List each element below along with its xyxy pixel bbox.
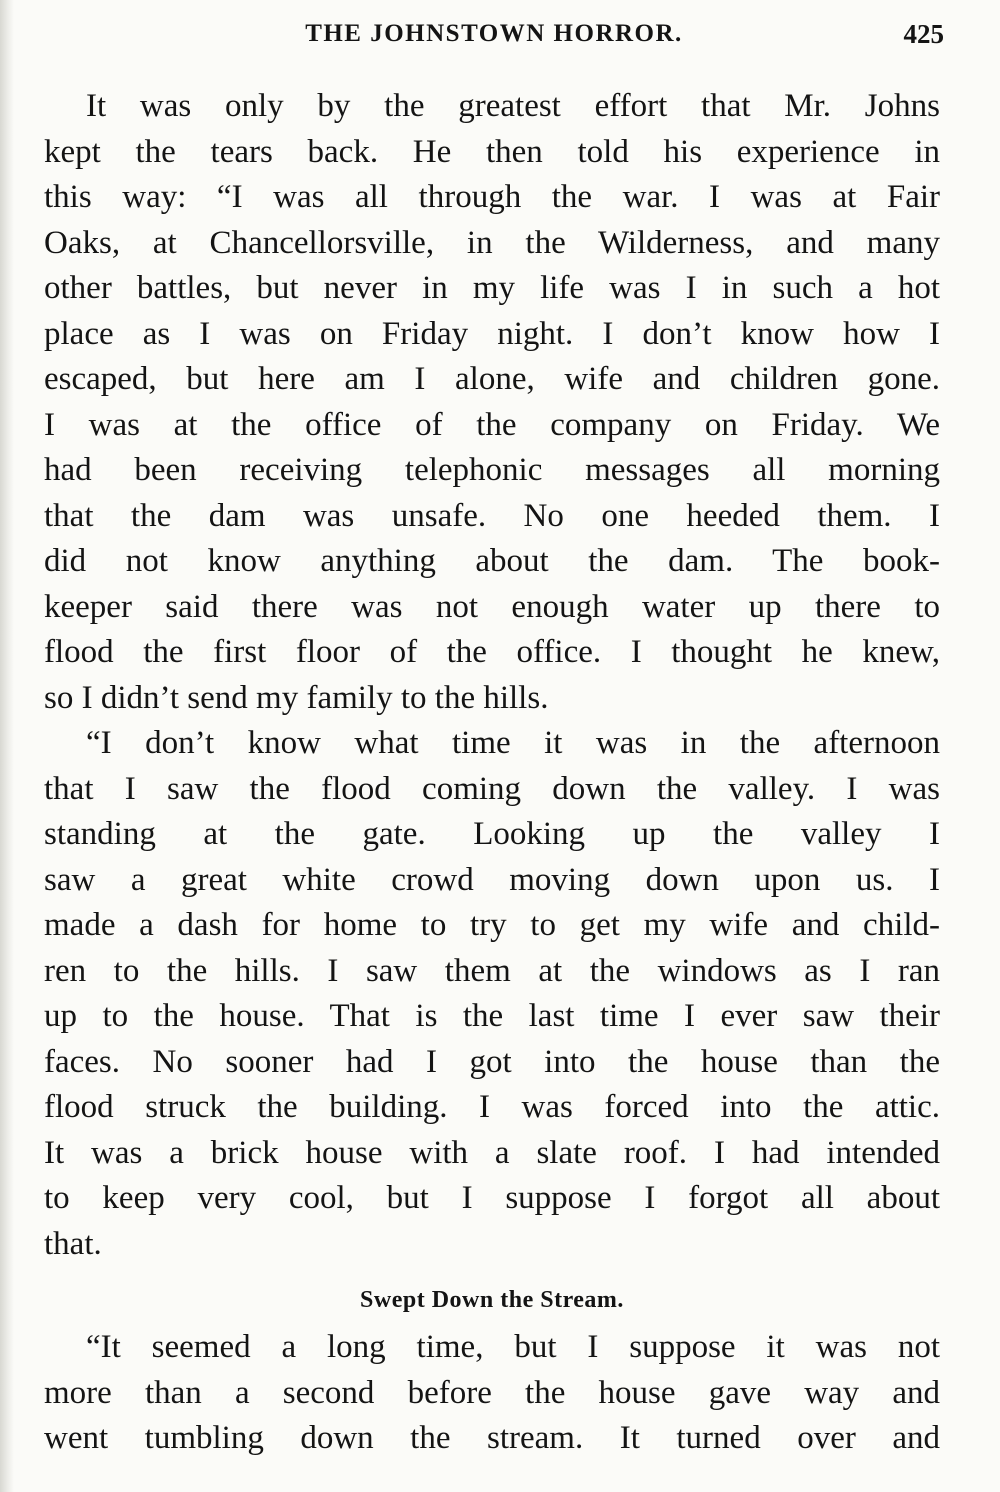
text-line: kept the tears back. He then told his experience in — [44, 133, 940, 170]
text-line: place as I was on Friday night. I don’t know how I — [44, 315, 940, 352]
running-head: THE JOHNSTOWN HORROR. — [305, 20, 683, 47]
page-number: 425 — [903, 19, 944, 49]
text-line: that. — [44, 1225, 102, 1262]
text-line: keeper said there was not enough water up there to — [44, 588, 940, 625]
text-line: standing at the gate. Looking up the valley I — [44, 816, 940, 852]
text-line: “It seemed a long time, but I suppose it was not — [86, 1329, 940, 1365]
text-line: up to the house. That is the last time I ever saw their — [44, 998, 940, 1034]
body-text — [44, 84, 940, 1462]
text-line: escaped, but here am I alone, wife and children gone. — [44, 361, 940, 397]
text-line: went tumbling down the stream. It turned over and — [44, 1420, 940, 1456]
text-line: more than a second before the house gave way and — [44, 1374, 940, 1411]
text-line: saw a great white crowd moving down upon us. I — [44, 861, 940, 898]
text-line: flood the first floor of the office. I thought he knew, — [44, 634, 940, 670]
text-line: flood struck the building. I was forced into the attic. — [44, 1089, 940, 1125]
paragraph-1 — [44, 84, 940, 721]
text-line: ren to the hills. I saw them at the windows as I ran — [44, 952, 940, 989]
page-header — [44, 16, 944, 56]
text-line: “I don’t know what time it was in the afternoon — [86, 725, 940, 761]
text-line: this way: “I was all through the war. I was at Fair — [44, 179, 940, 215]
paragraph-3 — [44, 1325, 940, 1462]
text-line: faces. No sooner had I got into the house than the — [44, 1043, 940, 1080]
text-line: had been receiving telephonic messages all morning — [44, 452, 940, 488]
paragraph-2 — [44, 721, 940, 1267]
text-line: made a dash for home to try to get my wife and child- — [44, 907, 940, 943]
text-line: It was a brick house with a slate roof. I had intended — [44, 1134, 940, 1171]
text-line: that I saw the flood coming down the valley. I was — [44, 770, 940, 807]
text-line: did not know anything about the dam. The book- — [44, 543, 940, 579]
text-line: Oaks, at Chancellorsville, in the Wilderness, and many — [44, 224, 940, 261]
text-line: I was at the office of the company on Friday. We — [44, 406, 940, 443]
text-line: so I didn’t send my family to the hills. — [44, 679, 549, 716]
page-binding-edge — [0, 0, 14, 1492]
text-line: It was only by the greatest effort that Mr. Johns — [86, 88, 940, 124]
section-subheading: Swept Down the Stream. — [360, 1287, 624, 1313]
text-line: other battles, but never in my life was I in such a hot — [44, 270, 940, 306]
text-line: that the dam was unsafe. No one heeded them. I — [44, 497, 940, 534]
text-line: to keep very cool, but I suppose I forgot all about — [44, 1180, 940, 1216]
